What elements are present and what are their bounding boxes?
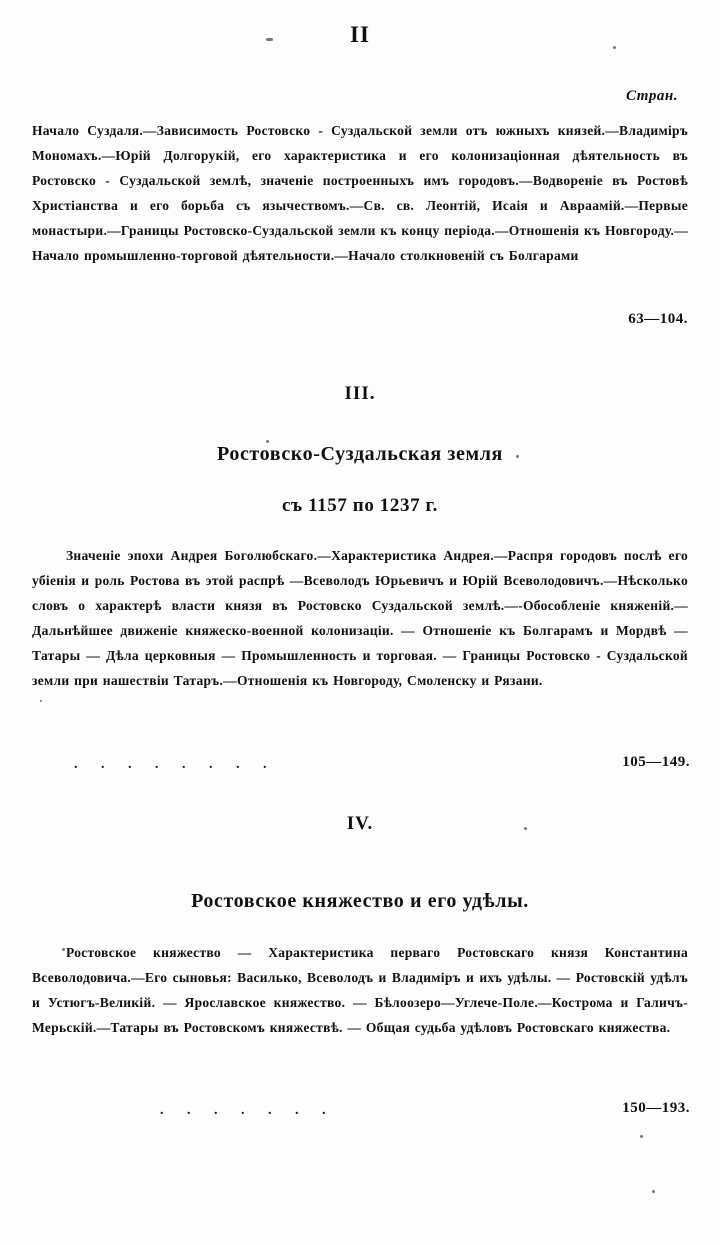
toc-entry-3-pages: 105—149. <box>622 754 690 770</box>
scan-speck <box>266 440 269 443</box>
toc-entry-4-text <box>32 940 688 1040</box>
scan-speck <box>62 948 65 951</box>
toc-entry-3-text <box>32 543 688 693</box>
toc-entry-4-pages: 150—193. <box>622 1100 690 1116</box>
toc-entry-4-leader: . . . . . . . <box>160 1103 336 1118</box>
section-4-numeral: IV. <box>346 813 374 834</box>
toc-entry-4 <box>32 940 690 1118</box>
toc-entry-3 <box>32 543 690 772</box>
scan-speck <box>652 1190 655 1193</box>
scan-speck <box>516 455 519 458</box>
page-top-numeral: II <box>350 22 370 47</box>
section-3-title: Ростовско-Суздальская земля <box>217 443 503 465</box>
scan-speck <box>524 827 527 830</box>
toc-entry-2-pages: 63—104. <box>628 311 688 327</box>
scan-speck <box>640 1135 643 1138</box>
toc-entry-2-text: Начало Суздаля.—Зависимость Ростовско - Суздальской земли отъ южныхъ князей.—Владиміръ Мономахъ.—Юрій Долгорукій, его характеристика и его колонизаціонная дѣятельность въ Ростовско - Суздальской землѣ, значеніе построенныхъ имъ городовъ.—Водвореніе въ Ростовѣ Христіанства и его борьба съ язычествомъ.—Св. св. Леонтій, Исаія и Авраамій.—Первые монастыри.—Границы Ростовско-Суздальской земли къ концу періода.—Отношенія къ Новгороду.—Начало промышленно-торговой дѣятельности.—Начало столкновеній съ Болгарами <box>32 123 688 263</box>
toc-entry-3-body: Значеніе эпохи Андрея Боголюбскаго.—Характеристика Андрея.—Распря городовъ послѣ его убіенія и роль Ростова въ этой распрѣ —Всеволодъ Юрьевичъ и Юрій Всеволодовичъ.—Нѣсколько словъ о характерѣ власти князя въ Ростовско Суздальской землѣ.—-Обособленіе княженій.—Дальнѣйшее движеніе княжеско-военной колонизаціи. — Отношеніе къ Болгарамъ и Мордвѣ — Татары — Дѣла церковныя — Промышленность и торговая. — Границы Ростовско - Суздальской земли при нашествіи Татаръ.—Отношенія къ Новгороду, Смоленску и Рязани. <box>32 548 688 688</box>
scan-speck <box>266 38 273 41</box>
scan-speck <box>613 46 616 49</box>
toc-entry-4-body: Ростовское княжество — Характеристика перваго Ростовскаго князя Константина Всеволодовича.—Его сыновья: Василько, Всеволодъ и Владиміръ и ихъ удѣлы. — Ростовскій удѣлъ и Устюгъ-Великій. — Ярославское княжество. — Бѣлоозеро—Углече-Поле.—Кострома и Галичъ-Мерьскій.—Татары въ Ростовскомъ княжествѣ. — Общая судьба удѣловъ Ростовскаго княжества. <box>32 945 688 1035</box>
scan-speck <box>40 700 42 702</box>
toc-entry-2 <box>32 118 688 327</box>
toc-entry-3-leader: . . . . . . . . <box>74 757 277 772</box>
pages-column-header: Стран. <box>626 88 678 104</box>
section-3-subtitle: съ 1157 по 1237 г. <box>282 495 438 516</box>
section-4-title: Ростовское княжество и его удѣлы. <box>191 890 529 912</box>
section-3-numeral: III. <box>344 383 376 404</box>
